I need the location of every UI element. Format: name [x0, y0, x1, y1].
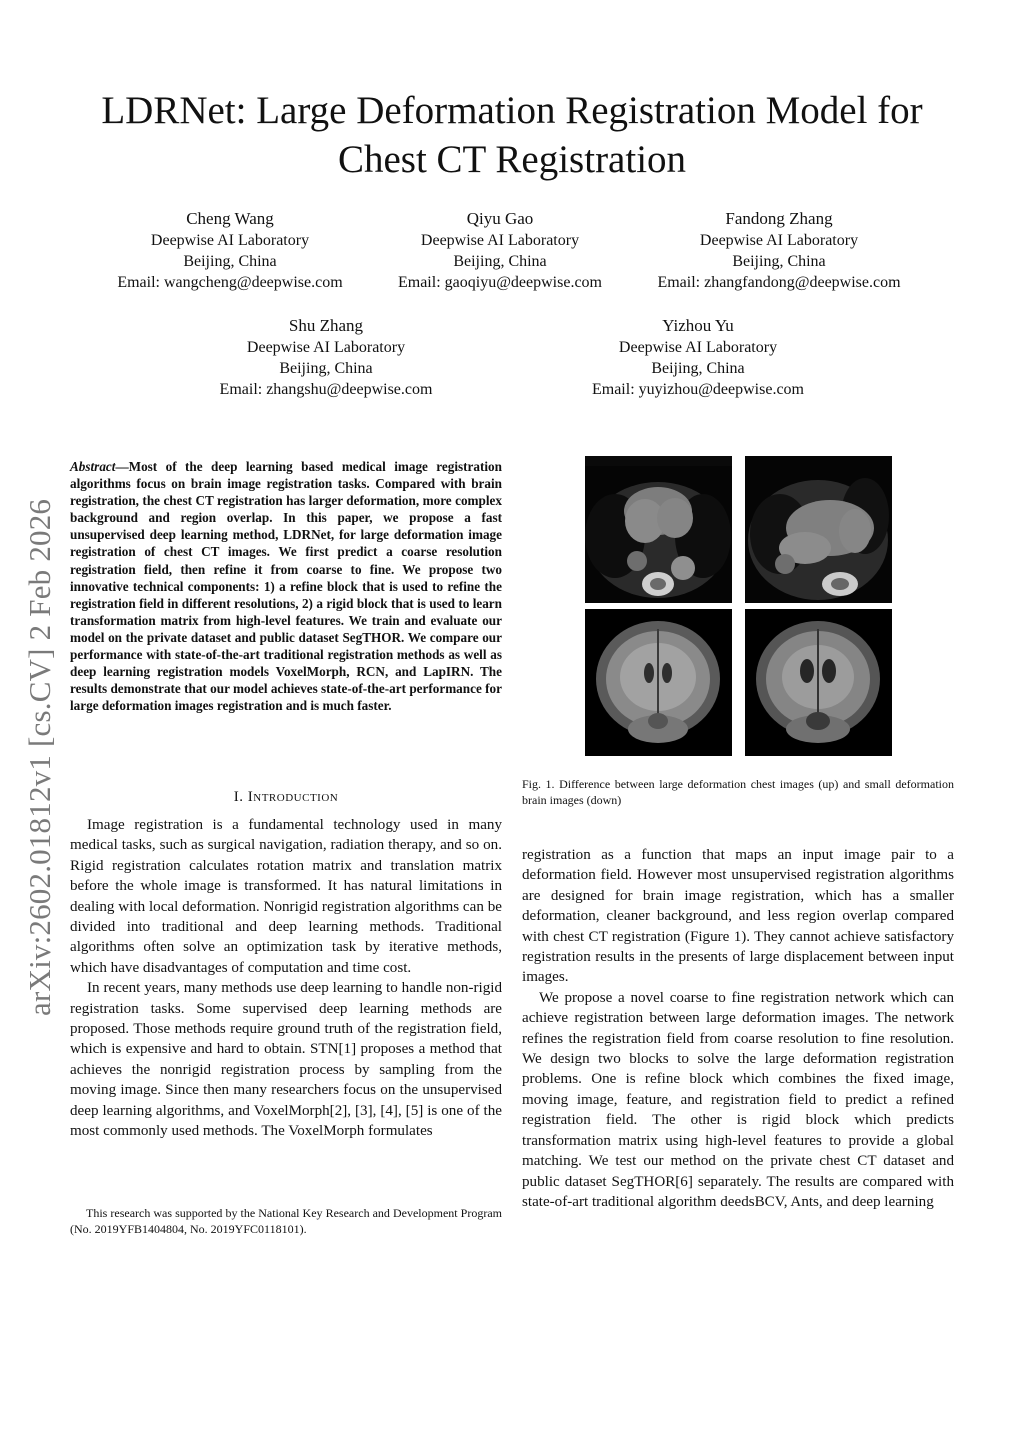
author-name: Cheng Wang — [186, 209, 274, 228]
paragraph: registration as a function that maps an input image pair to a deformation field. However most unsupervised registration algorithms are designed for brain image registration, which has a smaller deformation, cleaner background, and less region overlap compared with chest CT registration (Figure 1). They cannot achieve satisfactory registration results in the presents of large displacement between input images. — [522, 847, 954, 986]
brain-mri-image-fixed — [585, 609, 732, 756]
author-location: Beijing, China — [453, 253, 547, 270]
author-location: Beijing, China — [183, 253, 277, 270]
author-location: Beijing, China — [732, 253, 826, 270]
chest-ct-image-moving — [745, 456, 892, 603]
author-affiliation: Deepwise AI Laboratory — [699, 232, 859, 249]
author-affiliation: Deepwise AI Laboratory — [246, 339, 406, 356]
author-email: Email: wangcheng@deepwise.com — [117, 274, 343, 291]
author-block — [620, 208, 938, 293]
chest-ct-image-fixed — [585, 456, 732, 603]
left-column-body — [70, 815, 502, 1142]
author-email: Email: gaoqiyu@deepwise.com — [397, 274, 602, 291]
author-affiliation: Deepwise AI Laboratory — [420, 232, 580, 249]
paragraph: We propose a novel coarse to fine registration network which can achieve registration between large deformation images. The network refines the registration field from coarse resolution to fine resolution. We design two blocks to solve the large deformation registration problems. One is refine block which combines the fixed image, moving image, feature, and registration field to predict a refined registration field. The other is rigid block which predicts transformation matrix using high-level features to provide a global matching. We test our method on the private chest CT dataset and public dataset SegTHOR[6] separately. The results are compared with state-of-art traditional algorithm deedsBCV, Ants, and deep learning — [522, 989, 954, 1210]
figure-caption: Fig. 1. Difference between large deformation chest images (up) and small deformation brain images (down) — [522, 777, 954, 807]
figure-1 — [585, 456, 889, 756]
right-column-body — [522, 845, 954, 1212]
author-name: Qiyu Gao — [466, 209, 534, 228]
author-location: Beijing, China — [279, 360, 373, 377]
brain-mri-image-moving — [745, 609, 892, 756]
author-email: Email: zhangfandong@deepwise.com — [657, 274, 901, 291]
author-email: Email: zhangshu@deepwise.com — [219, 381, 433, 398]
author-block — [350, 208, 650, 293]
paragraph: In recent years, many methods use deep learning to handle non-rigid registration tasks. Some supervised deep learning methods are proposed. Those methods require ground truth of the registration field, which is expensive and hard to obtain. STN[1] proposes a method that achieves the nonrigid registration process by sampling from the moving image. Since then many researchers focus on the unsupervised deep learning algorithms, and VoxelMorph[2], [3], [4], [5] is one of the most commonly used methods. The VoxelMorph formulates — [70, 980, 502, 1140]
author-location: Beijing, China — [651, 360, 745, 377]
abstract — [70, 458, 502, 714]
author-email: Email: yuyizhou@deepwise.com — [591, 381, 804, 398]
author-block — [548, 315, 848, 400]
abstract-text: —Most of the deep learning based medical image registration algorithms focus on brain image registration tasks. Compared with brain registration, the chest CT registration has larger deformation, more complex background and region overlap. In this paper, we propose a fast unsupervised deep learning method, LDRNet, for large deformation image registration of chest CT images. We first predict a coarse resolution registration field, then refine it from coarse to fine. We propose two innovative technical components: 1) a refine block that is used to refine the registration field in different resolutions, 2) a rigid block that is used to learn transformation matrix from high-level features. We train and evaluate our model on the private dataset and public dataset SegTHOR. We compare our performance with state-of-the-art traditional registration methods as well as deep learning registration models VoxelMorph, RCN, and LapIRN. The results demonstrate that our model achieves state-of-the-art performance for large deformation images registration and is much faster. — [70, 459, 502, 714]
arxiv-identifier-stamp: arXiv:2602.01812v1 [cs.CV] 2 Feb 2026 — [22, 498, 57, 1016]
author-name: Fandong Zhang — [725, 209, 833, 228]
author-block — [80, 208, 380, 293]
paragraph: Image registration is a fundamental technology used in many medical tasks, such as surgical navigation, radiation therapy, and so on. Rigid registration calculates rotation matrix and translation matrix before the whole image is transformed. It has natural limitations in dealing with local deformation. Nonrigid registration algorithms can be divided into traditional and deep learning methods. Traditional algorithms often solve an optimization task by iterative methods, which have disadvantages of computation and time cost. — [70, 817, 502, 976]
author-affiliation: Deepwise AI Laboratory — [618, 339, 778, 356]
author-affiliation: Deepwise AI Laboratory — [150, 232, 310, 249]
author-name: Yizhou Yu — [662, 316, 734, 335]
paper-title: LDRNet: Large Deformation Registration Model for Chest CT Registration — [101, 89, 923, 181]
abstract-label: Abstract — [70, 459, 116, 474]
author-name: Shu Zhang — [288, 316, 364, 335]
funding-footnote: This research was supported by the National Key Research and Development Program (No. 2019YFB1404804, No. 2019YFC0118101). — [70, 1206, 502, 1236]
author-block — [176, 315, 476, 400]
section-heading-introduction: I. Introduction — [233, 789, 339, 805]
